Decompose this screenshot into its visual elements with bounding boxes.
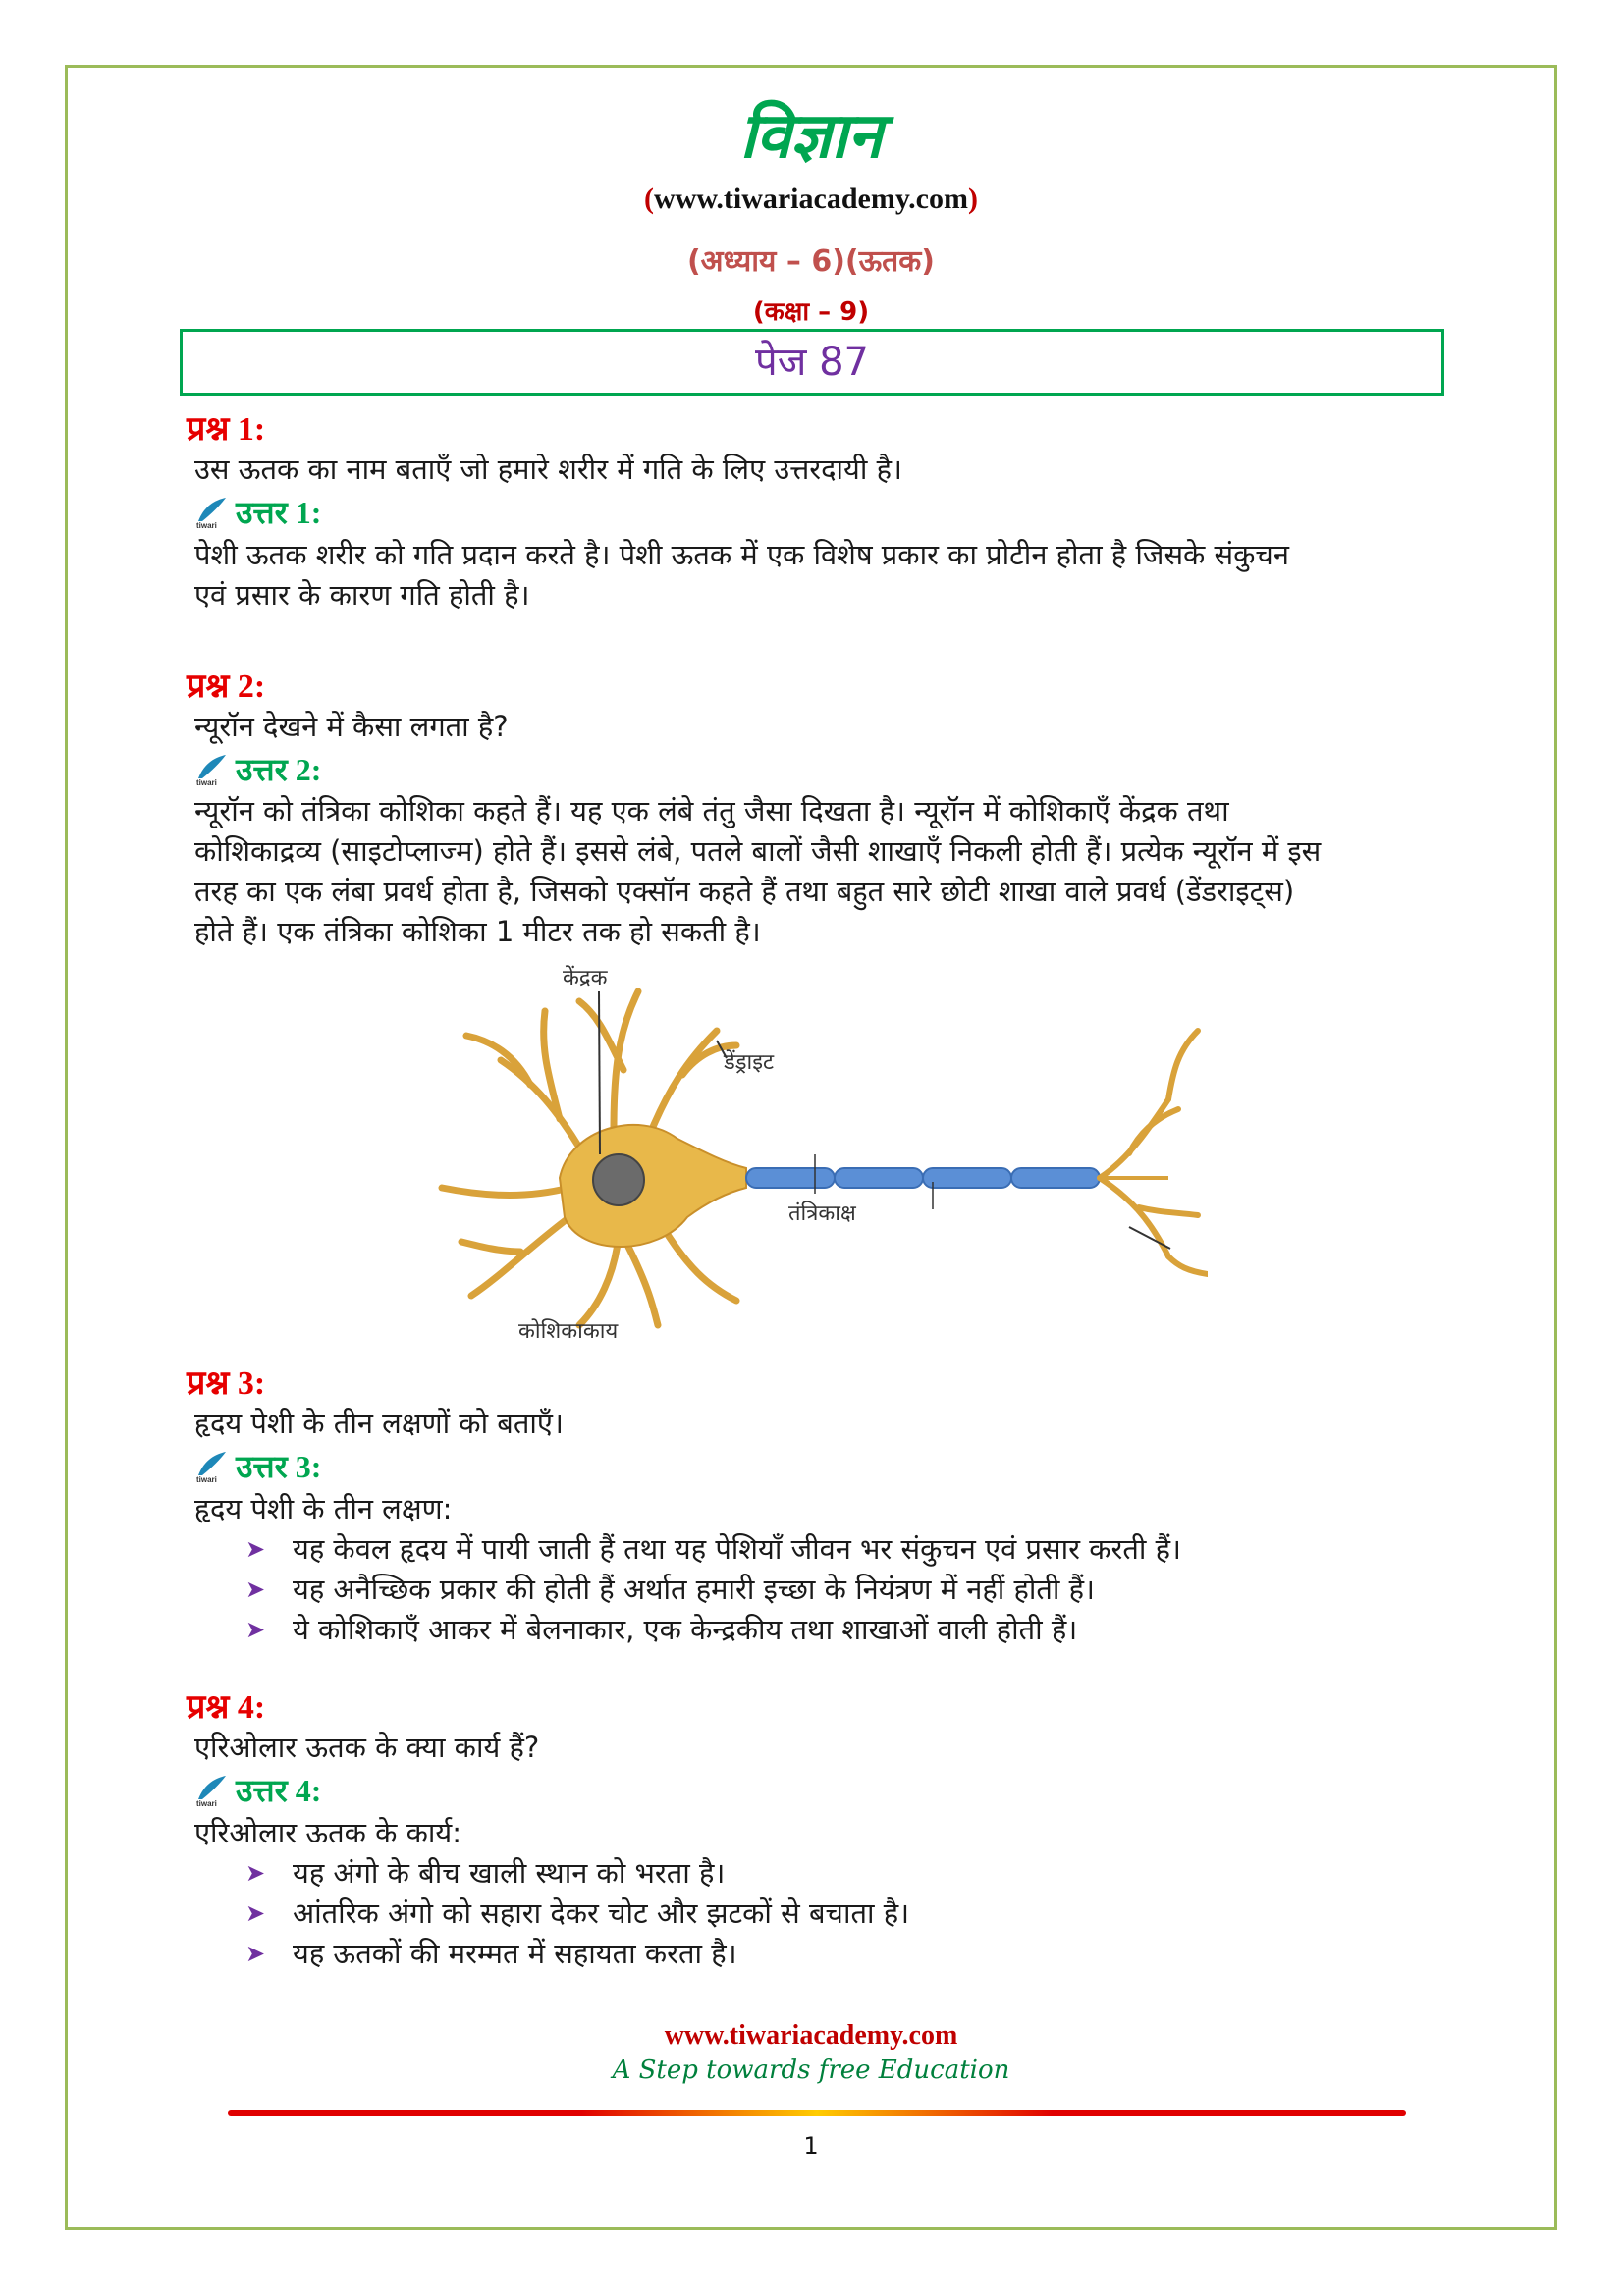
answer-2-line-3: तरह का एक लंबा प्रवर्ध होता है, जिसको एक्सॉन कहते हैं तथा बहुत सारे छोटी शाखा वाले प्रवर्ध (डेंडराइट्स) [194, 875, 1295, 908]
answer-1-line-2: एवं प्रसार के कारण गति होती है। [194, 578, 530, 612]
answer-1-label: उत्तर 1: [236, 495, 322, 530]
answer-1-label-row [194, 491, 321, 533]
answer-2-label: उत्तर 2: [236, 752, 322, 787]
bullet-arrow-icon: ➤ [245, 1899, 266, 1927]
page-title: पेज 87 [754, 340, 869, 385]
site-url: www.tiwariacademy.com [654, 183, 968, 215]
label-nucleus: केंद्रक [563, 966, 608, 990]
label-cell-body: कोशिकाकाय [518, 1319, 619, 1344]
answer-4-label-row [194, 1769, 321, 1811]
answer-3-bullet [245, 1529, 1181, 1569]
question-2-label: प्रश्न 2: [187, 668, 266, 705]
svg-text:tiwari: tiwari [196, 1798, 217, 1807]
neuron-diagram [422, 962, 1208, 1335]
svg-text:tiwari: tiwari [196, 777, 217, 786]
label-axon: तंत्रिकाक्ष [788, 1201, 856, 1226]
answer-4-intro: एरिओलार ऊतक के कार्य: [194, 1816, 461, 1849]
question-3-label: प्रश्न 3: [187, 1365, 266, 1402]
question-4-label: प्रश्न 4: [187, 1689, 266, 1726]
bullet-text: यह अनैच्छिक प्रकार की होती हैं अर्थात हमारी इच्छा के नियंत्रण में नहीं होती हैं। [293, 1573, 1096, 1606]
answer-2-line-1: न्यूरॉन को तंत्रिका कोशिका कहते हैं। यह एक लंबे तंतु जैसा दिखता है। न्यूरॉन में कोशिकाएँ केंद्रक तथा [194, 794, 1229, 828]
bullet-text: यह ऊतकों की मरम्मत में सहायता करता है। [293, 1937, 737, 1970]
answer-1-line-1: पेशी ऊतक शरीर को गति प्रदान करते है। पेशी ऊतक में एक विशेष प्रकार का प्रोटीन होता है जिसके संकुचन [194, 538, 1289, 571]
label-dendrite: डेंड्राइट [724, 1050, 775, 1075]
answer-3-bullet [245, 1610, 1077, 1649]
bullet-arrow-icon: ➤ [245, 1616, 266, 1643]
answer-4-bullet [245, 1934, 737, 1973]
svg-text:tiwari: tiwari [196, 1474, 217, 1483]
bullet-text: यह अंगो के बीच खाली स्थान को भरता है। [293, 1856, 726, 1890]
answer-2-line-4: होते हैं। एक तंत्रिका कोशिका 1 मीटर तक हो सकती है। [194, 915, 761, 948]
answer-3-bullet [245, 1570, 1095, 1609]
quill-logo-icon [194, 753, 230, 786]
answer-4-bullet [245, 1853, 725, 1893]
answer-2-line-2: कोशिकाद्रव्य (साइटोप्लाज्म) होते हैं। इससे लंबे, पतले बालों जैसी शाखाएँ निकली होती हैं। प्रत्येक न्यूरॉन में इस [194, 834, 1322, 868]
chapter-title: (अध्याय – 6)(ऊतक) [686, 244, 936, 279]
site-open-paren: ( [644, 183, 655, 215]
bullet-arrow-icon: ➤ [245, 1535, 266, 1563]
answer-4-label: उत्तर 4: [236, 1773, 322, 1808]
footer-website: www.tiwariacademy.com [664, 2020, 958, 2051]
answer-3-label: उत्तर 3: [236, 1449, 322, 1484]
question-2-text: न्यूरॉन देखने में कैसा लगता है? [194, 710, 509, 743]
answer-2-label-row [194, 748, 321, 790]
answer-3-label-row [194, 1445, 321, 1487]
class-label: (कक्षा – 9) [752, 297, 870, 327]
bullet-text: यह केवल हृदय में पायी जाती हैं तथा यह पेशियाँ जीवन भर संकुचन एवं प्रसार करती हैं। [293, 1532, 1181, 1566]
footer-tagline: A Step towards free Education [612, 2056, 1010, 2085]
question-3-text: हृदय पेशी के तीन लक्षणों को बताएँ। [194, 1407, 564, 1440]
page-number: 1 [803, 2132, 819, 2160]
question-4-text: एरिओलार ऊतक के क्या कार्य हैं? [194, 1731, 540, 1764]
quill-logo-icon [194, 1450, 230, 1483]
footer-divider [228, 2110, 1406, 2116]
answer-3-intro: हृदय पेशी के तीन लक्षण: [194, 1492, 453, 1525]
svg-text:tiwari: tiwari [196, 520, 217, 529]
bullet-arrow-icon: ➤ [245, 1940, 266, 1967]
bullet-arrow-icon: ➤ [245, 1859, 266, 1887]
bullet-arrow-icon: ➤ [245, 1575, 266, 1603]
bullet-text: ये कोशिकाएँ आकर में बेलनाकार, एक केन्द्रकीय तथा शाखाओं वाली होती हैं। [293, 1613, 1078, 1646]
quill-logo-icon [194, 496, 230, 529]
header-website [65, 183, 1557, 216]
bullet-text: आंतरिक अंगो को सहारा देकर चोट और झटकों से बचाता है। [293, 1896, 910, 1930]
answer-4-bullet [245, 1894, 909, 1933]
page-title-box [180, 329, 1444, 396]
site-close-paren: ) [967, 183, 978, 215]
subject-title: विज्ञान [739, 99, 883, 173]
question-1-text: उस ऊतक का नाम बताएँ जो हमारे शरीर में गति के लिए उत्तरदायी है। [194, 453, 902, 486]
question-1-label: प्रश्न 1: [187, 411, 266, 448]
quill-logo-icon [194, 1774, 230, 1807]
